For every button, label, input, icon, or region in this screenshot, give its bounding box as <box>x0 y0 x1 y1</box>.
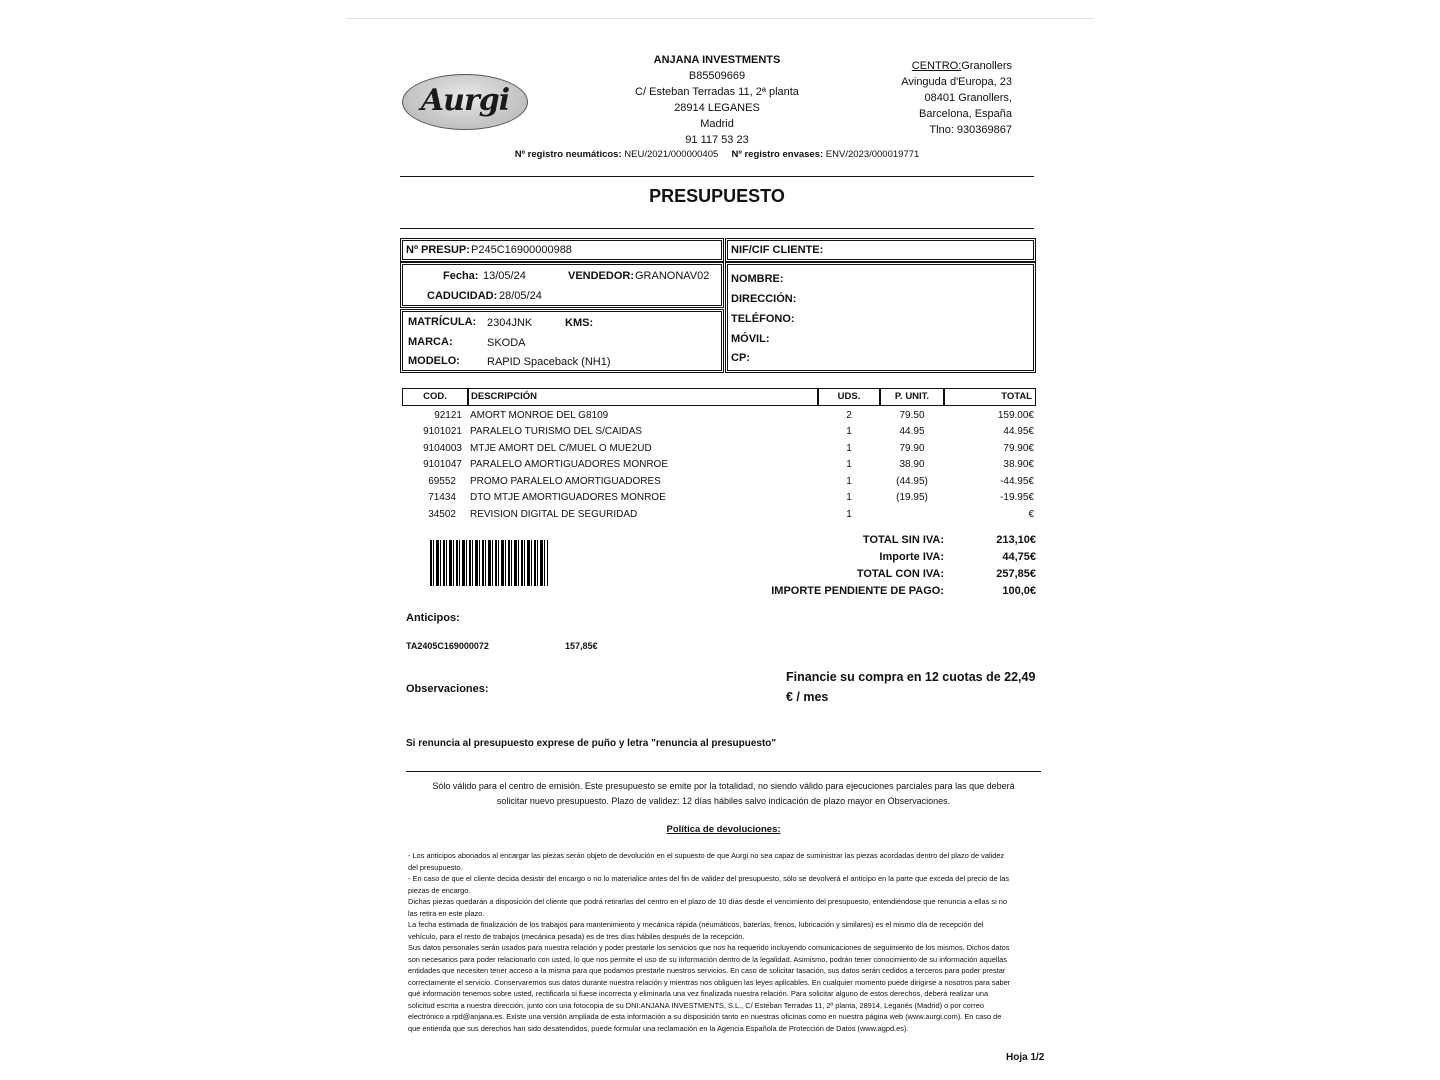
row-desc: PARALELO TURISMO DEL S/CAIDAS <box>470 426 643 437</box>
marca-label: MARCA: <box>408 336 453 348</box>
fecha-label: Fecha: <box>443 270 479 282</box>
movil-label: MÓVIL: <box>731 333 770 345</box>
legal-line: La fecha estimada de finalización de los trabajos para mantenimiento y mecánica rápida (neumáticos, baterías, frenos, lubricación y similares) es el mismo día de recepción del <box>408 920 984 929</box>
registro-line <box>400 149 1034 160</box>
row-uds: 1 <box>846 443 852 454</box>
centro-info <box>888 58 1012 138</box>
table-row <box>402 457 1036 473</box>
importe-iva-label: Importe IVA: <box>879 551 944 563</box>
row-punit: 79.90 <box>899 443 925 454</box>
importe-iva-value: 44,75€ <box>1002 551 1036 563</box>
financie-text-line1: Financie su compra en 12 cuotas de 22,49 <box>786 670 1036 684</box>
cliente-box <box>727 264 1034 371</box>
registro-neumaticos-label: Nº registro neumáticos: <box>514 149 622 160</box>
centro-name: Granollers <box>961 60 1012 72</box>
centro-city: 08401 Granollers, <box>924 92 1012 104</box>
nombre-label: NOMBRE: <box>731 273 784 285</box>
legal-line: - Los anticipos abonados al encargar las piezas serán objeto de devolución en el supuesto de que Aurgi no sea capaz de suministrar las piezas acordadas dentro del plazo de validez <box>408 851 1005 860</box>
table-row <box>402 507 1036 523</box>
row-uds: 1 <box>846 459 852 470</box>
centro-phone: Tlno: 930369867 <box>929 124 1012 136</box>
legal-line: solicitud escrita a nuestra dirección, junto con una fotocopia de su DNI:ANJANA INVESTMENTS, S.L., C/ Esteban Terradas 11, 2ª planta, 28914, Leganés (Madrid) o por correo <box>408 1000 984 1010</box>
renuncia-text: Si renuncia al presupuesto exprese de puño y letra "renuncia al presupuesto" <box>406 738 777 749</box>
anticipos-label: Anticipos: <box>406 612 460 624</box>
importe-pendiente-label: IMPORTE PENDIENTE DE PAGO: <box>771 585 944 597</box>
row-total: -44.95€ <box>1000 476 1034 487</box>
presup-value: P245C16900000988 <box>471 244 572 256</box>
company-info <box>600 52 834 148</box>
validez-text-line2: solicitar nuevo presupuesto. Plazo de validez: 12 días hábiles salvo indicación de plazo mayor en Observaciones. <box>496 796 951 806</box>
row-uds: 2 <box>846 410 852 421</box>
caducidad-label: CADUCIDAD: <box>427 290 498 302</box>
legal-line: entidades que necesiten tener acceso a la misma para que podamos prestarle nuestros servicios. En caso de solicitar tasación, sus datos serán cedidos a terceros para poder prestar <box>408 966 1006 975</box>
direccion-label: DIRECCIÓN: <box>731 293 797 305</box>
telefono-label: TELÉFONO: <box>731 313 795 325</box>
total-con-iva-label: TOTAL CON IVA: <box>856 568 944 580</box>
financie-text-line2: € / mes <box>786 690 829 704</box>
divider-top <box>400 176 1034 177</box>
matricula-value: 2304JNK <box>487 317 533 329</box>
fechas-box <box>402 264 722 306</box>
row-total: 38.90€ <box>1003 459 1034 470</box>
company-name: ANJANA INVESTMENTS <box>653 54 781 66</box>
observaciones-label: Observaciones: <box>406 683 489 695</box>
legal-line: piezas de encargo. <box>408 885 471 895</box>
importe-pendiente-value: 100,0€ <box>1002 585 1036 597</box>
legal-line: correctamente el servicio. Conservaremos sus datos durante nuestra relación y mientras nos obliguen las leyes aplicables. En cualquier momento puede dirigirse a nosotros para saber <box>408 977 1011 987</box>
validez-text-line1: Sólo válido para el centro de emisión. Este presupuesto se emite por la totalidad, no siendo válido para ejecuciones parciales para las que deberá <box>432 781 1015 791</box>
company-postal: 28914 LEGANES <box>674 102 760 114</box>
legal-text <box>408 850 1038 1034</box>
matricula-label: MATRÍCULA: <box>408 316 477 328</box>
row-desc: DTO MTJE AMORTIGUADORES MONROE <box>470 492 666 503</box>
nif-label: NIF/CIF CLIENTE: <box>731 244 824 256</box>
col-cod: COD. <box>402 388 468 406</box>
row-desc: MTJE AMORT DEL C/MUEL O MUE2UD <box>470 443 652 454</box>
table-row <box>402 474 1036 490</box>
row-desc: REVISION DIGITAL DE SEGURIDAD <box>470 509 638 520</box>
legal-line: que entienda que sus derechos han sido desatendidos, puede formular una reclamación en la Agencia Española de Protección de Datos (www.agpd.es). <box>408 1023 909 1033</box>
row-total: 44.95€ <box>1003 426 1034 437</box>
company-phone: 91 117 53 23 <box>685 134 749 146</box>
total-sin-iva-label: TOTAL SIN IVA: <box>862 534 944 546</box>
page-number: Hoja 1/2 <box>1006 1052 1045 1063</box>
vendedor-label: VENDEDOR: <box>568 270 635 282</box>
row-cod: 9104003 <box>423 443 462 454</box>
legal-line: - En caso de que el cliente decida desistir del encargo o no lo materialice antes del fin de validez del presupuesto, sólo se devolverá el anticipo en la parte que exceda del precio de las <box>408 874 1010 883</box>
row-total: -19.95€ <box>1000 492 1034 503</box>
legal-line: vehículo, para el resto de trabajos (mecánica pesada) es de tres días hábiles después de la recepción. <box>408 931 745 941</box>
registro-envases-label: Nº registro envases: <box>731 149 824 160</box>
divider-title <box>400 228 1034 229</box>
vendedor-value: GRANONAV02 <box>635 270 710 282</box>
centro-country: Barcelona, España <box>919 108 1012 120</box>
row-desc: PARALELO AMORTIGUADORES MONROE <box>470 459 669 470</box>
row-desc: AMORT MONROE DEL G8109 <box>470 410 609 421</box>
row-uds: 1 <box>846 492 852 503</box>
legal-line: son necesarios para poder relacionarlo con usted, lo que nos permite el uso de su información dentro de la legalidad. Asimismo, podrán tener conocimiento de su información aquellas <box>408 954 1007 964</box>
scan-edge-line <box>346 18 1094 19</box>
centro-street: Avinguda d'Europa, 23 <box>901 76 1012 88</box>
company-street: C/ Esteban Terradas 11, 2ª planta <box>635 86 799 98</box>
row-total: 79.90€ <box>1003 443 1034 454</box>
kms-label: KMS: <box>565 317 594 329</box>
row-cod: 69552 <box>428 476 456 487</box>
presup-label: Nº PRESUP: <box>406 244 470 256</box>
registro-neumaticos-value: NEU/2021/000000405 <box>624 149 719 160</box>
legal-line: electrónico a rpd@anjana.es. Existe una versión ampliada de esta información a su disposición tanto en nuestras oficinas como en nuestra página web (www.aurgi.com). En caso de <box>408 1012 1002 1021</box>
caducidad-value: 28/05/24 <box>499 290 542 302</box>
politica-title: Política de devoluciones: <box>666 824 781 835</box>
row-cod: 92121 <box>434 410 462 421</box>
divider-bottom <box>406 771 1041 772</box>
registro-envases-value: ENV/2023/000019771 <box>825 149 920 160</box>
centro-label: CENTRO: <box>911 60 962 72</box>
legal-line: del presupuesto. <box>408 862 463 872</box>
row-punit: 38.90 <box>899 459 925 470</box>
legal-line: Dichas piezas quedarán a disposición del cliente que podrá retirarlas del centro en el plazo de 10 días desde el vencimiento del presupuesto, entendiéndose que renuncia a ellas si no <box>408 897 1008 906</box>
row-total: 159.00€ <box>997 410 1034 421</box>
row-punit: (19.95) <box>896 492 928 503</box>
cp-label: CP: <box>731 352 750 364</box>
table-row <box>402 408 1036 424</box>
row-punit: 79.50 <box>899 410 925 421</box>
presup-box <box>402 240 722 260</box>
row-cod: 9101047 <box>423 459 462 470</box>
total-con-iva-value: 257,85€ <box>996 568 1036 580</box>
col-desc: DESCRIPCIÓN <box>468 388 818 406</box>
company-cif: B85509669 <box>688 70 746 82</box>
company-province: Madrid <box>700 118 734 130</box>
aurgi-logo <box>402 74 528 130</box>
modelo-label: MODELO: <box>408 355 460 367</box>
total-sin-iva-value: 213,10€ <box>996 534 1036 546</box>
anticipos-code: TA2405C169000072 <box>406 641 489 651</box>
row-uds: 1 <box>846 426 852 437</box>
marca-value: SKODA <box>487 337 526 349</box>
document-title: PRESUPUESTO <box>649 186 785 206</box>
table-row <box>402 490 1036 506</box>
logo-text: Aurgi <box>420 83 510 118</box>
legal-line: Sus datos personales serán usados para nuestra relación y poder prestarle los servicios que nos ha requerido incluyendo comunicaciones de seguimiento de los mismos. Dichos datos <box>408 943 1010 952</box>
row-cod: 34502 <box>428 509 456 520</box>
row-uds: 1 <box>846 476 852 487</box>
nif-box <box>727 240 1034 260</box>
modelo-value: RAPID Spaceback (NH1) <box>487 356 611 368</box>
legal-line: qué información tenemos sobre usted, rectificarla si fuese incorrecta y eliminarla una vez finalizada nuestra relación. Para solicitar alguno de estos derechos, deberá realizar una <box>408 989 989 998</box>
fecha-value: 13/05/24 <box>483 270 526 282</box>
row-total: € <box>1028 509 1034 520</box>
items-table-header <box>402 388 1036 406</box>
row-punit: 44.95 <box>899 426 925 437</box>
anticipos-amount: 157,85€ <box>565 641 598 651</box>
col-punit: P. UNIT. <box>880 388 944 406</box>
row-punit: (44.95) <box>896 476 928 487</box>
row-desc: PROMO PARALELO AMORTIGUADORES <box>470 476 661 487</box>
table-row <box>402 441 1036 457</box>
vehiculo-box <box>402 311 722 371</box>
row-cod: 9101021 <box>423 426 462 437</box>
col-uds: UDS. <box>818 388 880 406</box>
row-uds: 1 <box>846 509 852 520</box>
table-row <box>402 424 1036 440</box>
row-cod: 71434 <box>428 492 456 503</box>
barcode-image <box>430 540 548 586</box>
legal-line: las retira en este plazo. <box>408 908 485 918</box>
col-total: TOTAL <box>944 388 1036 406</box>
